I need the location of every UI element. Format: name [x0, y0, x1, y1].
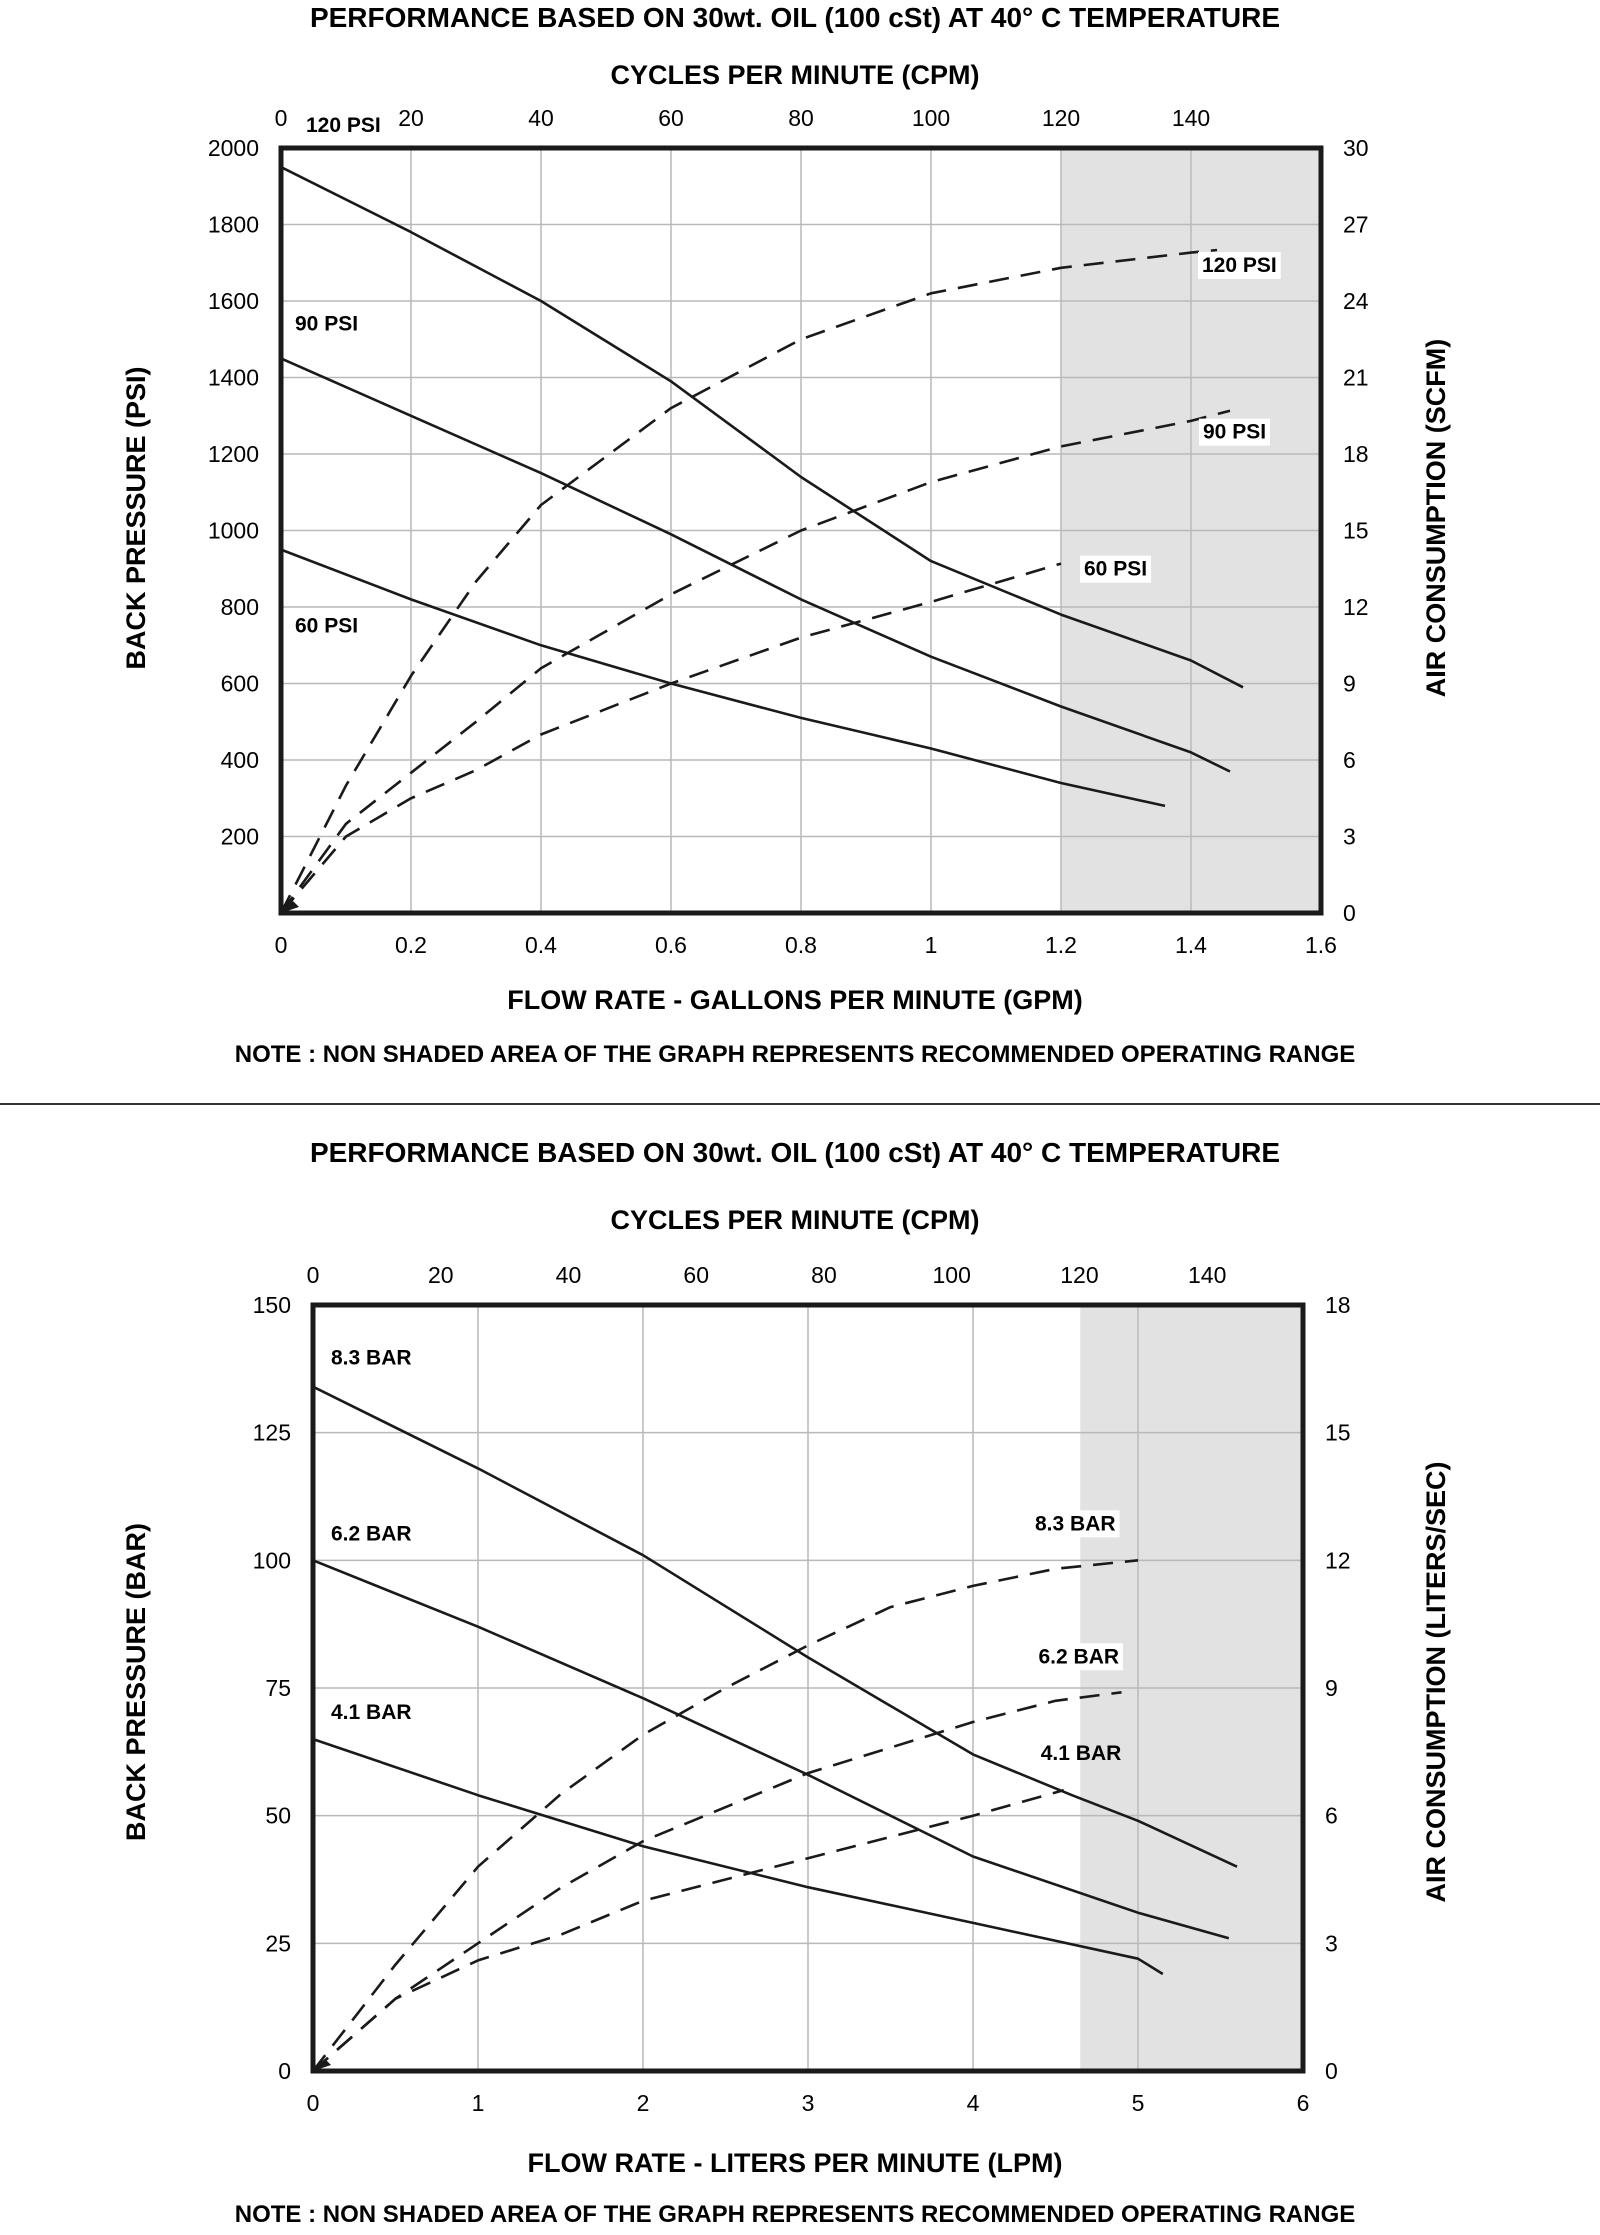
y-tick-label: 50 [265, 1802, 291, 1829]
top-x-axis-title: CYCLES PER MINUTE (CPM) [610, 60, 980, 90]
y-tick-label: 1200 [207, 441, 259, 467]
y-tick-label: 125 [252, 1419, 291, 1446]
y2-tick-label: 12 [1325, 1547, 1351, 1574]
series-label: 120 PSI [306, 114, 381, 138]
y2-tick-label: 6 [1343, 747, 1356, 773]
x-tick-label: 1.4 [1175, 932, 1207, 958]
y2-axis-title: AIR CONSUMPTION (LITERS/SEC) [1421, 1461, 1451, 1903]
y2-tick-label: 27 [1343, 211, 1369, 238]
air-consumption-line-4-1-bar [313, 1790, 1064, 2071]
chart-title: PERFORMANCE BASED ON 30wt. OIL (100 cSt) AT 40° C TEMPERATURE [309, 2, 1281, 33]
y2-tick-label: 12 [1343, 594, 1369, 620]
x-axis-title: FLOW RATE - GALLONS PER MINUTE (GPM) [507, 985, 1083, 1015]
x-tick-label: 5 [1131, 2090, 1145, 2116]
top-x-tick-label: 0 [274, 105, 288, 131]
x-tick-label: 0.6 [655, 932, 687, 958]
back-pressure-line-4-1-bar [313, 1739, 1163, 1974]
top-x-tick-label: 120 [1060, 1262, 1099, 1288]
y2-tick-label: 0 [1325, 2058, 1338, 2084]
x-tick-label: 0.4 [525, 932, 557, 958]
x-tick-label: 0 [306, 2090, 320, 2116]
y2-tick-label: 0 [1343, 900, 1356, 926]
top-x-tick-label: 100 [932, 1262, 971, 1288]
y-tick-label: 25 [265, 1930, 291, 1957]
top-x-tick-label: 60 [658, 105, 684, 131]
x-tick-label: 1.2 [1045, 932, 1077, 958]
top-x-tick-label: 80 [788, 105, 814, 131]
x-axis-title: FLOW RATE - LITERS PER MINUTE (LPM) [527, 2148, 1063, 2178]
chart-psi [121, 2, 1451, 1068]
y2-tick-label: 9 [1343, 670, 1356, 697]
y-tick-label: 75 [265, 1675, 291, 1701]
y2-tick-label: 30 [1343, 135, 1369, 161]
chart-bar [121, 1137, 1451, 2228]
y-tick-label: 1600 [207, 288, 259, 314]
top-x-tick-label: 140 [1171, 105, 1211, 131]
series-label: 8.3 BAR [1035, 1512, 1116, 1536]
x-tick-label: 1.6 [1305, 932, 1337, 958]
top-x-tick-label: 20 [398, 105, 424, 131]
series-label: 6.2 BAR [331, 1522, 412, 1546]
y-tick-label: 800 [220, 594, 259, 620]
series-label: 60 PSI [1084, 557, 1148, 581]
back-pressure-line-60-psi [281, 550, 1165, 806]
top-x-tick-label: 120 [1041, 105, 1081, 131]
x-tick-label: 1 [924, 932, 938, 958]
y-tick-label: 1000 [207, 517, 259, 544]
chart-title: PERFORMANCE BASED ON 30wt. OIL (100 cSt) AT 40° C TEMPERATURE [309, 1137, 1281, 1168]
y2-tick-label: 21 [1343, 364, 1369, 391]
y-tick-label: 1800 [207, 211, 259, 238]
series-label: 8.3 BAR [331, 1346, 412, 1370]
top-x-axis-title: CYCLES PER MINUTE (CPM) [610, 1205, 980, 1235]
top-x-tick-label: 20 [427, 1262, 454, 1288]
top-x-tick-label: 140 [1188, 1262, 1227, 1288]
top-x-tick-label: 40 [555, 1262, 582, 1288]
y2-tick-label: 15 [1343, 517, 1369, 544]
x-tick-label: 0.8 [785, 932, 817, 958]
y-tick-label: 2000 [207, 135, 259, 161]
y-axis-title: BACK PRESSURE (BAR) [121, 1522, 151, 1842]
y-axis-title: BACK PRESSURE (PSI) [121, 366, 151, 670]
operating-range-note: NOTE : NON SHADED AREA OF THE GRAPH REPRESENTS RECOMMENDED OPERATING RANGE [234, 2201, 1356, 2228]
top-x-tick-label: 60 [683, 1262, 710, 1288]
x-tick-label: 0 [274, 932, 288, 958]
x-tick-label: 4 [966, 2090, 980, 2116]
y2-tick-label: 18 [1343, 441, 1369, 467]
top-x-tick-label: 80 [811, 1262, 837, 1288]
x-tick-label: 2 [636, 2090, 650, 2116]
y-tick-label: 100 [252, 1547, 291, 1574]
y-tick-label: 0 [278, 2058, 291, 2084]
y2-tick-label: 15 [1325, 1419, 1351, 1446]
x-tick-label: 6 [1296, 2090, 1310, 2116]
operating-range-note: NOTE : NON SHADED AREA OF THE GRAPH REPRESENTS RECOMMENDED OPERATING RANGE [234, 1041, 1356, 1068]
series-label: 4.1 BAR [331, 1701, 412, 1725]
series-label: 4.1 BAR [1040, 1742, 1122, 1766]
y-tick-label: 1400 [207, 364, 259, 391]
top-x-tick-label: 100 [911, 105, 951, 131]
y2-tick-label: 6 [1325, 1802, 1338, 1829]
y2-tick-label: 3 [1325, 1930, 1338, 1957]
series-label: 90 PSI [295, 312, 359, 336]
top-x-tick-label: 40 [528, 105, 554, 131]
y2-tick-label: 3 [1343, 823, 1356, 850]
y2-axis-title: AIR CONSUMPTION (SCFM) [1421, 338, 1451, 698]
y-tick-label: 600 [220, 670, 259, 697]
y2-tick-label: 9 [1325, 1675, 1338, 1701]
y-tick-label: 200 [220, 823, 259, 850]
y-tick-label: 150 [252, 1292, 291, 1318]
y-tick-label: 400 [220, 747, 259, 773]
x-tick-label: 3 [801, 2090, 815, 2116]
series-label: 120 PSI [1202, 254, 1277, 277]
x-tick-label: 0.2 [395, 932, 427, 958]
series-label: 60 PSI [295, 614, 359, 638]
y2-tick-label: 18 [1325, 1292, 1351, 1318]
series-label: 90 PSI [1203, 420, 1267, 444]
x-tick-label: 1 [471, 2090, 485, 2116]
y2-tick-label: 24 [1343, 288, 1369, 314]
series-label: 6.2 BAR [1038, 1645, 1120, 1669]
top-x-tick-label: 0 [306, 1262, 320, 1288]
